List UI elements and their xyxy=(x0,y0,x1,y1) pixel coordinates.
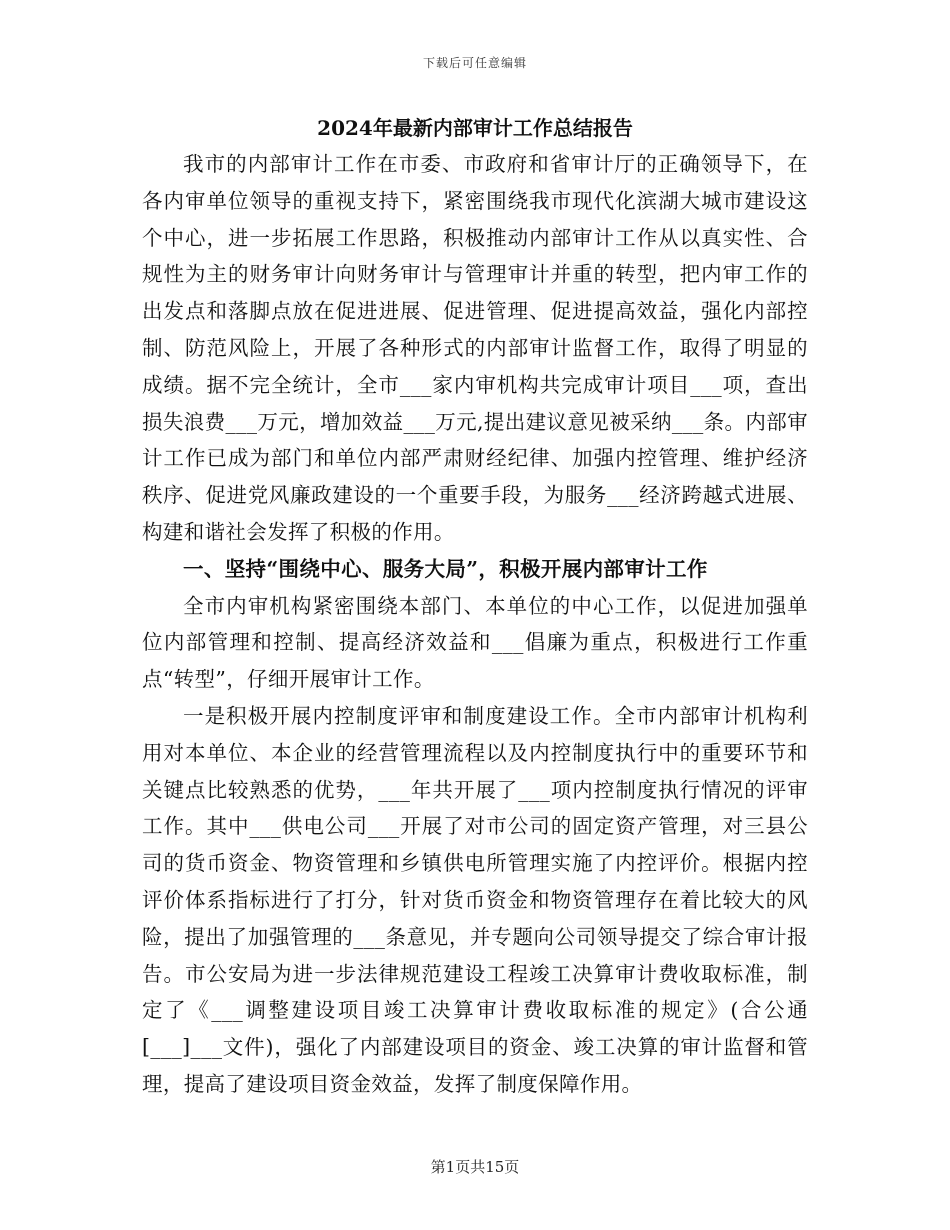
document-title: 2024年最新内部审计工作总结报告 xyxy=(317,116,633,140)
paragraph-intro: 我市的内部审计工作在市委、市政府和省审计厅的正确领导下，在各内审单位领导的重视支持下，紧密围绕我市现代化滨湖大城市建设这个中心，进一步拓展工作思路，积极推动内部审计工作从以真实性、合规性为主的财务审计向财务审计与管理审计并重的转型，把内审工作的出发点和落脚点放在促进进展、促进管理、促进提高效益，强化内部控制、防范风险上，开展了各种形式的内部审计监督工作，取得了明显的成绩。据不完全统计，全市___家内审机构共完成审计项目___项，查出损失浪费___万元，增加效益___万元,提出建议意见被采纳___条。内部审计工作已成为部门和单位内部严肃财经纪律、加强内控管理、维护经济秩序、促进党风廉政建设的一个重要手段，为服务___经济跨越式进展、构建和谐社会发挥了积极的作用。 xyxy=(142,152,808,544)
page-footer-indicator: 第1页共15页 xyxy=(430,1158,520,1176)
section-heading-1: 一、坚持“围绕中心、服务大局”，积极开展内部审计工作 xyxy=(183,556,708,581)
page-header-note: 下载后可任意编辑 xyxy=(422,56,527,70)
document-body xyxy=(142,110,808,1103)
paragraph-section-1-overview: 全市内审机构紧密围绕本部门、本单位的中心工作，以促进加强单位内部管理和控制、提高经济效益和___倡廉为重点，积极进行工作重点“转型”，仔细开展审计工作。 xyxy=(142,593,808,692)
paragraph-internal-control-review: 一是积极开展内控制度评审和制度建设工作。全市内部审计机构利用对本单位、本企业的经营管理流程以及内控制度执行中的重要环节和关键点比较熟悉的优势，___年共开展了___项内控制度执行情况的评审工作。其中___供电公司___开展了对市公司的固定资产管理，对三县公司的货币资金、物资管理和乡镇供电所管理实施了内控评价。根据内控评价体系指标进行了打分，针对货币资金和物资管理存在着比较大的风险，提出了加强管理的___条意见，并专题向公司领导提交了综合审计报告。市公安局为进一步法律规范建设工程竣工决算审计费收取标准，制定了《___调整建设项目竣工决算审计费收取标准的规定》(合公通[___]___文件)，强化了内部建设项目的资金、竣工决算的审计监督和管理，提高了建设项目资金效益，发挥了制度保障作用。 xyxy=(142,703,808,1096)
